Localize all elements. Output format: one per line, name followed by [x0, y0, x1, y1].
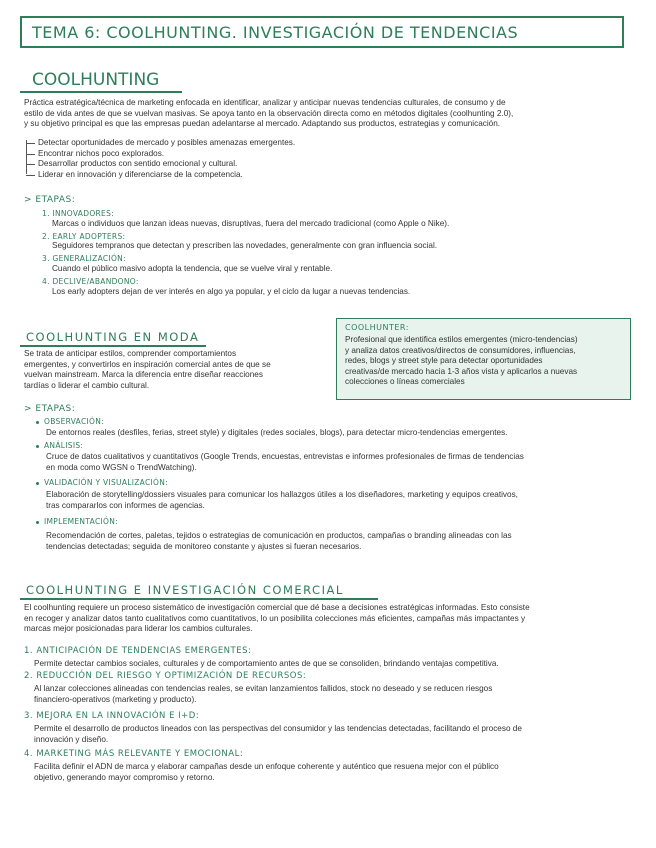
intro-line: vuelvan mainstream. Marca la diferencia entre diseñar reacciones — [24, 370, 263, 380]
section3-intro — [24, 603, 634, 635]
coolhunter-definition-box — [336, 318, 631, 400]
benefit-text — [34, 724, 522, 745]
section-heading-moda: COOLHUNTING EN MODA — [26, 330, 200, 344]
intro-line: y su objetivo principal es que las empresas puedan adelantarse al mercado. Adaptando sus productos, estrategias y comunicación. — [24, 119, 501, 129]
bullet-dot — [36, 482, 39, 485]
benefit-text — [34, 762, 499, 783]
text-line: Permite detectar cambios sociales, culturales y de comportamiento antes de que se consoliden, brindando ventajas competitiva. — [34, 659, 499, 668]
benefit-title: 4. MARKETING MÁS RELEVANTE Y EMOCIONAL: — [24, 749, 244, 759]
text-line: Cruce de datos cualitativos y cuantitativos (Google Trends, encuestas, entrevistas e informes profesionales de firmas de tendencias — [46, 452, 524, 461]
intro-line: estilo de vida antes de que se vuelvan masivas. Se apoya tanto en la observación directa como en métodos digitales (coolhunting 2.0), — [24, 108, 514, 118]
intro-line: tardías o liderar el cambio cultural. — [24, 380, 150, 390]
intro-line: Se trata de anticipar estilos, comprender comportamientos — [24, 349, 237, 358]
stage-title: ANÁLISIS: — [36, 441, 83, 450]
objectives-list — [24, 138, 295, 180]
intro-line: Práctica estratégica/técnica de marketing enfocada en identificar, analizar y anticipar nuevas tendencias culturales, de consumo y de — [24, 98, 506, 107]
text-line: Al lanzar colecciones alineadas con tendencias reales, se evitan lanzamientos fallidos, stock no deseado y se reducen riesgos — [34, 684, 493, 693]
text-line: colecciones o líneas comerciales — [345, 377, 465, 387]
stage-title: OBSERVACIÓN: — [36, 417, 104, 426]
bullet-dot — [36, 521, 39, 524]
text-line: financiero-operativos (marketing y producto). — [34, 694, 197, 704]
stage-text: Marcas o individuos que lanzan ideas nuevas, disruptivas, fuera del mercado tradicional (como Apple o Nike). — [52, 219, 450, 228]
stage-title: 2. EARLY ADOPTERS: — [42, 232, 126, 241]
coolhunter-text — [345, 335, 622, 388]
heading-underline — [20, 598, 378, 600]
list-item: Encontrar nichos poco explorados. — [24, 149, 295, 160]
list-item: Desarrollar productos con sentido emocional y cultural. — [24, 159, 295, 170]
text-line: en moda como WGSN o TrendWatching). — [46, 462, 197, 472]
stage-text — [46, 490, 518, 511]
stage-title: 1. INNOVADORES: — [42, 209, 114, 218]
etapas-label: > ETAPAS: — [24, 195, 76, 205]
benefit-title: 1. ANTICIPACIÓN DE TENDENCIAS EMERGENTES: — [24, 646, 252, 656]
heading-underline — [20, 345, 206, 347]
stage-text: Seguidores tempranos que detectan y prescriben las novedades, generalmente con gran influencia social. — [52, 241, 438, 250]
text-line: tendencias detectadas; seguida de monitoreo constante y ajustes si fueran necesarios. — [46, 541, 362, 551]
text-line: Facilita definir el ADN de marca y elaborar campañas desde un enfoque coherente y auténtico que resuena mejor con el público — [34, 762, 499, 771]
text-line: innovación y diseño. — [34, 734, 109, 744]
text-line: redes, blogs y street style para detectar oportunidades — [345, 356, 543, 366]
text-line: Permite el desarrollo de productos lineados con las perspectivas del consumidor y las tendencias detectadas, facilitando el proceso de — [34, 724, 522, 733]
text-line: y analiza datos creativos/directos de consumidores, influencias, — [345, 345, 576, 355]
stage-title: VALIDACIÓN Y VISUALIZACIÓN: — [36, 478, 168, 487]
page-title: TEMA 6: COOLHUNTING. INVESTIGACIÓN DE TENDENCIAS — [20, 16, 624, 48]
list-item: Detectar oportunidades de mercado y posibles amenazas emergentes. — [24, 138, 295, 149]
stage-text — [46, 428, 507, 439]
stage-text: Los early adopters dejan de ver interés en algo ya popular, y el ciclo da lugar a nuevas tendencias. — [52, 287, 411, 296]
stage-text: Cuando el público masivo adopta la tendencia, que se vuelve viral y rentable. — [52, 264, 333, 273]
text-line: objetivo, generando mayor compromiso y retorno. — [34, 772, 215, 782]
benefit-title: 3. MEJORA EN LA INNOVACIÓN E I+D: — [24, 711, 200, 721]
text-line: De entornos reales (desfiles, ferias, street style) y digitales (redes sociales, blogs), para detectar micro-tendencias emergentes. — [46, 428, 508, 437]
bullet-dot — [36, 421, 39, 424]
benefit-text — [34, 659, 499, 670]
coolhunter-title: COOLHUNTER: — [345, 323, 409, 332]
intro-line: en recoger y analizar datos tanto cualitativos como cuantitativos, lo un posibilita colecciones más eficientes, campañas más impactantes y — [24, 613, 526, 623]
text-line: creativas/de mercado hacia 1-3 años vista y aplicarlos a nuevas — [345, 366, 578, 376]
heading-underline — [20, 91, 182, 93]
stage-title: 4. DECLIVE/ABANDONO: — [42, 277, 139, 286]
etapas-label: > ETAPAS: — [24, 404, 76, 414]
section2-intro — [24, 349, 324, 391]
intro-line: El coolhunting requiere un proceso sistemático de investigación comercial que dé base a decisiones estratégicas informadas. Esto consiste — [24, 603, 530, 612]
section-heading-investigacion: COOLHUNTING E INVESTIGACIÓN COMERCIAL — [26, 583, 344, 597]
text-line: Recomendación de cortes, paletas, tejidos o estrategias de comunicación en productos, campañas o branding alineadas con las — [46, 531, 512, 540]
stage-title: IMPLEMENTACIÓN: — [36, 517, 118, 526]
bullet-dot — [36, 445, 39, 448]
section-heading-coolhunting: COOLHUNTING — [32, 70, 160, 90]
stage-text — [46, 531, 512, 552]
benefit-text — [34, 684, 492, 705]
stage-title: 3. GENERALIZACIÓN: — [42, 254, 126, 263]
benefit-title: 2. REDUCCIÓN DEL RIESGO Y OPTIMIZACIÓN DE RECURSOS: — [24, 671, 307, 681]
stage-text — [46, 452, 524, 473]
list-item: Liderar en innovación y diferenciarse de la competencia. — [24, 170, 295, 181]
section1-intro — [24, 98, 634, 130]
text-line: Elaboración de storytelling/dossiers visuales para comunicar los hallazgos útiles a los diseñadores, marketing y equipos creativos, — [46, 490, 518, 499]
text-line: Profesional que identifica estilos emergentes (micro-tendencias) — [345, 335, 578, 344]
text-line: tras compararlos con informes de agencias. — [46, 500, 205, 510]
intro-line: marcas mejor posicionadas para liderar los cambios culturales. — [24, 624, 253, 634]
intro-line: emergentes, y convertirlos en inspiración comercial antes de que se — [24, 359, 271, 369]
